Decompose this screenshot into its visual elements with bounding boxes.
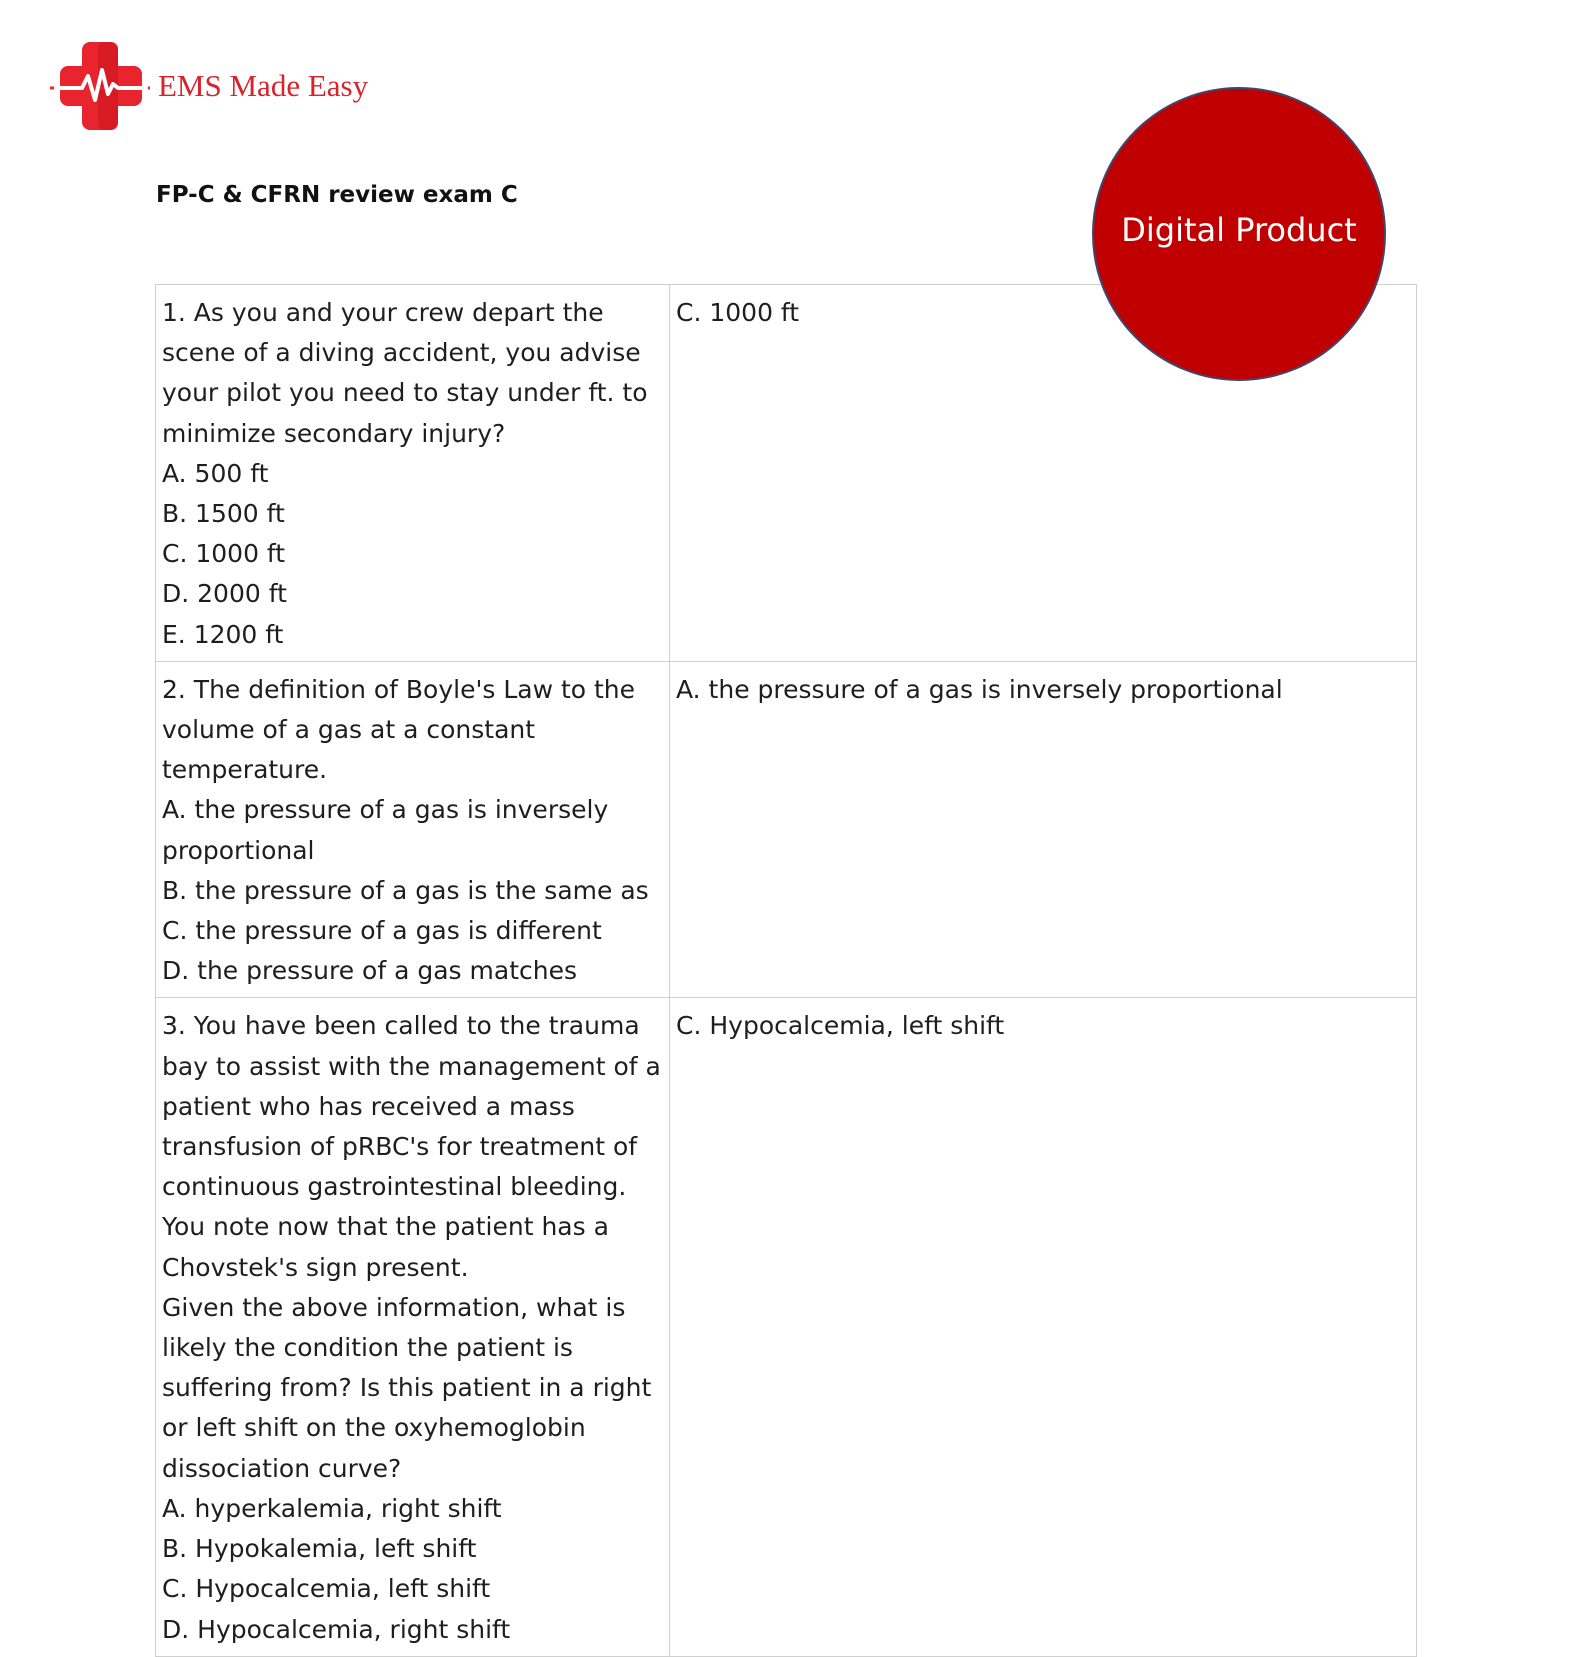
question-text-line: bay to assist with the management of a	[162, 1051, 661, 1081]
answer-option: A. 500 ft	[162, 458, 269, 488]
question-text-line: 2. The definition of Boyle's Law to the	[162, 674, 636, 704]
question-text-line: scene of a diving accident, you advise	[162, 338, 641, 368]
answer-option: C. 1000 ft	[162, 539, 286, 569]
question-cell	[156, 998, 670, 1656]
question-text-line: continuous gastrointestinal bleeding.	[162, 1172, 627, 1202]
question-text-line: temperature.	[162, 755, 328, 785]
question-cell	[156, 661, 670, 998]
answer-option: A. the pressure of a gas is inversely	[162, 795, 609, 825]
answer-option: B. the pressure of a gas is the same as	[162, 875, 649, 905]
question-text-line: patient who has received a mass	[162, 1091, 575, 1121]
brand-logo	[50, 40, 450, 136]
answer-option: proportional	[162, 835, 315, 865]
answer-option: B. 1500 ft	[162, 499, 285, 529]
question-text-line: suffering from? Is this patient in a right	[162, 1373, 652, 1403]
answer-cell	[670, 661, 1417, 998]
question-text-line: transfusion of pRBC's for treatment of	[162, 1132, 638, 1162]
question-answer-table	[155, 284, 1417, 1657]
answer-option: E. 1200 ft	[162, 619, 284, 649]
badge-label: Digital Product	[1121, 211, 1357, 249]
answer-cell	[670, 998, 1417, 1656]
question-text-line: Chovstek's sign present.	[162, 1252, 469, 1282]
question-cell	[156, 285, 670, 662]
question-text-line: minimize secondary injury?	[162, 418, 506, 448]
question-text-line: Given the above information, what is	[162, 1292, 626, 1322]
answer-option: A. hyperkalemia, right shift	[162, 1493, 502, 1523]
question-text-line: or left shift on the oxyhemoglobin	[162, 1413, 586, 1443]
question-text-line: your pilot you need to stay under ft. to	[162, 378, 648, 408]
answer-option: D. the pressure of a gas matches	[162, 956, 577, 986]
question-text-line: 3. You have been called to the trauma	[162, 1011, 640, 1041]
answer-option: C. the pressure of a gas is different	[162, 916, 602, 946]
question-text-line: 1. As you and your crew depart the	[162, 298, 604, 327]
document-title: FP-C & CFRN review exam C	[156, 182, 518, 208]
question-text-line: volume of a gas at a constant	[162, 715, 536, 745]
question-text-line: dissociation curve?	[162, 1453, 402, 1483]
correct-answer: C. 1000 ft	[676, 298, 800, 327]
medical-cross-heartbeat-icon	[50, 40, 150, 132]
question-row	[156, 661, 1417, 998]
brand-name: EMS Made Easy	[158, 68, 369, 103]
correct-answer: C. Hypocalcemia, left shift	[676, 1011, 1005, 1041]
question-text-line: likely the condition the patient is	[162, 1333, 573, 1363]
answer-option: D. 2000 ft	[162, 579, 287, 609]
answer-option: B. Hypokalemia, left shift	[162, 1534, 477, 1564]
answer-option: D. Hypocalcemia, right shift	[162, 1614, 511, 1644]
question-text-line: You note now that the patient has a	[162, 1212, 609, 1242]
digital-product-badge	[1092, 87, 1386, 381]
question-row	[156, 998, 1417, 1656]
answer-option: C. Hypocalcemia, left shift	[162, 1574, 491, 1604]
correct-answer: A. the pressure of a gas is inversely proportional	[676, 674, 1283, 704]
